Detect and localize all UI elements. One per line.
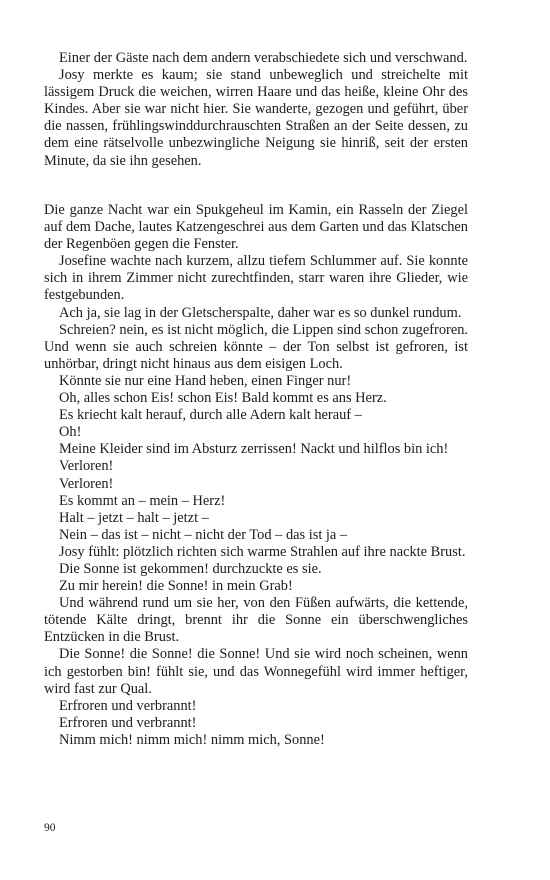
paragraph: Die Sonne! die Sonne! die Sonne! Und sie wird noch scheinen, wenn ich gestorben bin! fühlt sie, und das Wonnegefühl wird immer heftiger, wird fast zur Qual. [44,646,468,697]
paragraph: Zu mir herein! die Sonne! in mein Grab! [59,578,293,595]
paragraph: Josefine wachte nach kurzem, allzu tiefem Schlummer auf. Sie konnte sich in ihrem Zimmer nicht zurechtfinden, starr waren ihre Glieder, wie festgebunden. [44,253,468,304]
paragraph: Schreien? nein, es ist nicht möglich, die Lippen sind schon zugefroren. Und wenn sie auch schreien könnte – der Ton selbst ist gefroren, ist unhörbar, dringt nicht hinaus aus dem eisigen Loch. [44,321,468,372]
text-block-top [44,50,468,170]
paragraph: Die Sonne ist gekommen! durchzuckte es sie. [59,560,322,577]
page-number: 90 [44,822,56,834]
paragraph: Und während rund um sie her, von den Füßen aufwärts, die kettende, tötende Kälte dringt, brennt ihr die Sonne ein überschwengliches Entzücken in die Brust. [44,595,468,646]
paragraph: Es kommt an – mein – Herz! [59,492,226,509]
paragraph: Nimm mich! nimm mich! nimm mich, Sonne! [59,731,325,748]
paragraph: Ach ja, sie lag in der Gletscherspalte, daher war es so dunkel rundum. [59,304,462,321]
text-block-main [44,202,468,749]
paragraph: Verloren! [59,475,114,492]
paragraph: Nein – das ist – nicht – nicht der Tod – das ist ja – [59,526,348,543]
paragraph: Meine Kleider sind im Absturz zerrissen! Nackt und hilflos bin ich! [59,441,449,458]
paragraph: Die ganze Nacht war ein Spukgeheul im Kamin, ein Rasseln der Ziegel auf dem Dache, lautes Katzengeschrei aus dem Garten und das Klatschen der Regenböen gegen die Fenster. [44,202,468,253]
paragraph: Einer der Gäste nach dem andern verabschiedete sich und verschwand. [59,50,468,66]
paragraph: Halt – jetzt – halt – jetzt – [59,509,209,526]
paragraph: Josy fühlt: plötzlich richten sich warme Strahlen auf ihre nackte Brust. [59,543,466,560]
paragraph: Verloren! [59,458,114,475]
paragraph: Erfroren und verbrannt! [59,697,197,714]
paragraph: Erfroren und verbrannt! [59,714,197,731]
paragraph: Könnte sie nur eine Hand heben, einen Finger nur! [59,372,352,389]
paragraph: Oh, alles schon Eis! schon Eis! Bald kommt es ans Herz. [59,390,387,407]
paragraph: Josy merkte es kaum; sie stand unbeweglich und streichelte mit lässigem Druck die weichen, wirren Haare und das heiße, kleine Ohr des Kindes. Aber sie war nicht hier. Sie wanderte, gezogen und geführt, über die nassen, frühlingswinddurchrauschten Straßen an der Seite dessen, zu dem eine rätselvolle unbezwingliche Neigung sie hinriß, seit der ersten Minute, da sie ihn gesehen. [44,67,468,169]
paragraph: Oh! [59,424,82,441]
paragraph: Es kriecht kalt herauf, durch alle Adern kalt herauf – [59,407,362,424]
